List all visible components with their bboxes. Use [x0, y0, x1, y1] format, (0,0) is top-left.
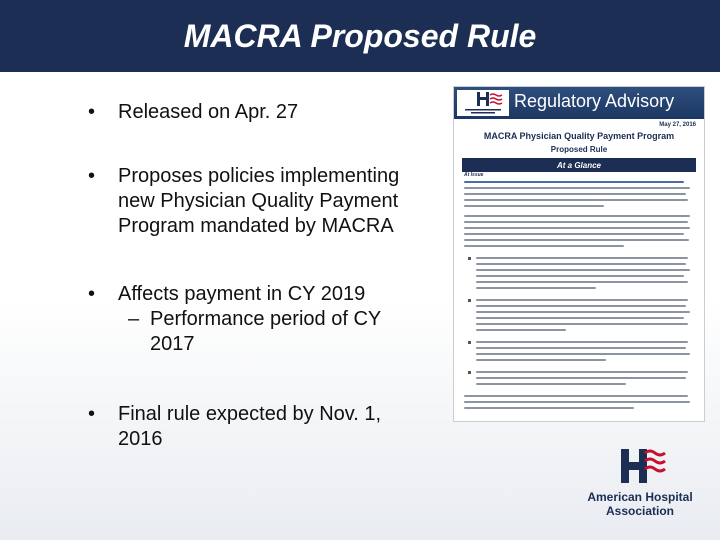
advisory-body-text: [464, 177, 694, 417]
title-bar: [0, 0, 720, 72]
aha-logo: [575, 443, 705, 523]
at-a-glance-bar: At a Glance: [462, 158, 696, 172]
bullet-item: [88, 100, 298, 125]
aha-mark-icon: [615, 445, 667, 487]
bullet-text: Final rule expected by Nov. 1, 2016: [118, 403, 382, 450]
advisory-header: [454, 87, 704, 119]
at-issue-label: At Issue: [464, 172, 484, 178]
aha-name-line2: Association: [605, 504, 674, 518]
bullet-item: [88, 402, 418, 452]
aha-small-logo: [457, 90, 509, 116]
bullet-glyph: •: [88, 101, 96, 123]
sub-bullet: [128, 307, 418, 357]
bullet-item: [88, 164, 418, 239]
bullet-text: Affects payment in CY 2019: [118, 283, 366, 305]
advisory-date: May 27, 2016: [659, 122, 696, 128]
dash-glyph: –: [128, 308, 140, 330]
bullet-item: [88, 282, 418, 357]
bullet-glyph: •: [88, 403, 96, 425]
sub-bullet-text: Performance period of CY 2017: [150, 308, 381, 355]
advisory-banner: Regulatory Advisory: [514, 91, 675, 111]
bullet-glyph: •: [88, 165, 96, 187]
advisory-title: MACRA Physician Quality Payment Program: [483, 131, 675, 141]
aha-name-line1: American Hospital: [587, 490, 693, 504]
advisory-subtitle: Proposed Rule: [550, 145, 608, 154]
regulatory-advisory-thumbnail: [453, 86, 705, 422]
bullet-text: Proposes policies implementing new Physician Quality Payment Program mandated by MACRA: [118, 165, 400, 237]
bullet-text: Released on Apr. 27: [118, 101, 299, 123]
bullet-glyph: •: [88, 283, 96, 305]
slide-title: MACRA Proposed Rule: [183, 17, 537, 54]
